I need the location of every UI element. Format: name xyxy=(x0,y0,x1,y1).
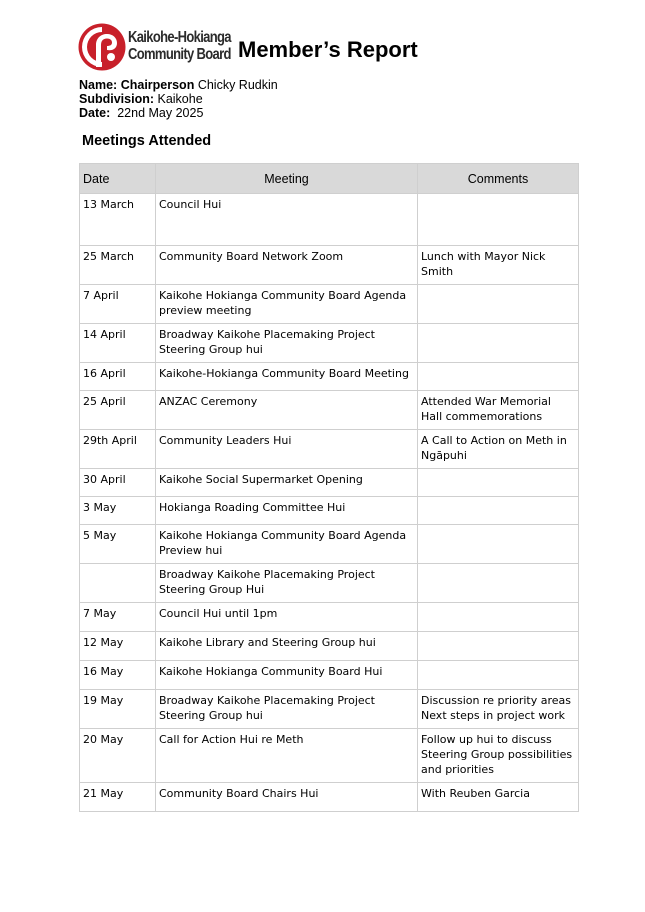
table-row xyxy=(80,783,579,812)
meetings-table-wrapper xyxy=(79,163,578,812)
cell-date: 7 May xyxy=(80,603,156,632)
table-row xyxy=(80,430,579,469)
meetings-table-body xyxy=(80,194,579,812)
date-value: 22nd May 2025 xyxy=(117,106,204,120)
table-row xyxy=(80,194,579,246)
cell-meeting: Call for Action Hui re Meth xyxy=(156,729,418,783)
cell-date: 19 May xyxy=(80,690,156,729)
cell-comments: Discussion re priority areas Next steps in project work xyxy=(418,690,579,729)
table-row xyxy=(80,285,579,324)
cell-meeting: Community Leaders Hui xyxy=(156,430,418,469)
logo-wordmark xyxy=(128,29,231,63)
cell-meeting: Broadway Kaikohe Placemaking Project Steering Group Hui xyxy=(156,564,418,603)
logo-line-2: Community Board xyxy=(128,46,231,63)
name-label: Name: xyxy=(79,78,118,92)
table-row xyxy=(80,661,579,690)
cell-date: 20 May xyxy=(80,729,156,783)
column-header-meeting: Meeting xyxy=(156,164,418,194)
page-title: Member’s Report xyxy=(238,37,418,62)
table-row xyxy=(80,497,579,525)
cell-meeting: Community Board Chairs Hui xyxy=(156,783,418,812)
name-value: Chicky Rudkin xyxy=(197,78,278,92)
cell-meeting: Kaikohe Library and Steering Group hui xyxy=(156,632,418,661)
date-line xyxy=(79,106,278,120)
table-row xyxy=(80,690,579,729)
cell-comments xyxy=(418,525,579,564)
table-row xyxy=(80,632,579,661)
cell-meeting: Broadway Kaikohe Placemaking Project Steering Group hui xyxy=(156,324,418,363)
cell-date: 29th April xyxy=(80,430,156,469)
cell-meeting: Kaikohe Hokianga Community Board Hui xyxy=(156,661,418,690)
column-header-comments: Comments xyxy=(418,164,579,194)
cell-comments xyxy=(418,324,579,363)
cell-date: 16 April xyxy=(80,363,156,391)
cell-date: 13 March xyxy=(80,194,156,246)
table-row xyxy=(80,729,579,783)
table-row xyxy=(80,469,579,497)
cell-meeting: Hokianga Roading Committee Hui xyxy=(156,497,418,525)
cell-meeting: Kaikohe Hokianga Community Board Agenda Preview hui xyxy=(156,525,418,564)
cell-meeting: Council Hui until 1pm xyxy=(156,603,418,632)
cell-date: 25 March xyxy=(80,246,156,285)
date-label: Date: xyxy=(79,106,111,120)
cell-date: 30 April xyxy=(80,469,156,497)
cell-date: 25 April xyxy=(80,391,156,430)
table-row xyxy=(80,564,579,603)
cell-comments xyxy=(418,564,579,603)
subdivision-line xyxy=(79,92,278,106)
cell-comments xyxy=(418,469,579,497)
cell-date: 14 April xyxy=(80,324,156,363)
cell-meeting: Kaikohe-Hokianga Community Board Meeting xyxy=(156,363,418,391)
table-row xyxy=(80,391,579,430)
table-row xyxy=(80,246,579,285)
table-row xyxy=(80,363,579,391)
table-header-row xyxy=(80,164,579,194)
table-row xyxy=(80,324,579,363)
section-title: Meetings Attended xyxy=(82,133,212,149)
cell-date: 16 May xyxy=(80,661,156,690)
cell-comments xyxy=(418,632,579,661)
cell-date: 3 May xyxy=(80,497,156,525)
logo-line-1: Kaikohe-Hokianga xyxy=(128,29,231,46)
report-header xyxy=(78,23,578,73)
table-row xyxy=(80,603,579,632)
cell-date xyxy=(80,564,156,603)
community-board-logo-icon xyxy=(78,23,126,71)
cell-comments xyxy=(418,661,579,690)
subdivision-label: Subdivision: xyxy=(79,92,154,106)
cell-comments xyxy=(418,603,579,632)
cell-comments: Attended War Memorial Hall commemorations xyxy=(418,391,579,430)
cell-date: 12 May xyxy=(80,632,156,661)
cell-meeting: ANZAC Ceremony xyxy=(156,391,418,430)
cell-comments xyxy=(418,194,579,246)
cell-comments xyxy=(418,497,579,525)
cell-meeting: Kaikohe Hokianga Community Board Agenda preview meeting xyxy=(156,285,418,324)
report-meta xyxy=(79,78,278,120)
cell-comments xyxy=(418,363,579,391)
cell-date: 5 May xyxy=(80,525,156,564)
cell-meeting: Council Hui xyxy=(156,194,418,246)
cell-comments: Lunch with Mayor Nick Smith xyxy=(418,246,579,285)
cell-date: 21 May xyxy=(80,783,156,812)
name-line xyxy=(79,78,278,92)
subdivision-value: Kaikohe xyxy=(157,92,203,106)
table-row xyxy=(80,525,579,564)
cell-comments: With Reuben Garcia xyxy=(418,783,579,812)
cell-meeting: Community Board Network Zoom xyxy=(156,246,418,285)
cell-comments: A Call to Action on Meth in Ngāpuhi xyxy=(418,430,579,469)
cell-meeting: Broadway Kaikohe Placemaking Project Steering Group hui xyxy=(156,690,418,729)
cell-comments xyxy=(418,285,579,324)
name-role: Chairperson xyxy=(120,78,195,92)
meetings-table xyxy=(79,163,579,812)
column-header-date: Date xyxy=(80,164,156,194)
cell-meeting: Kaikohe Social Supermarket Opening xyxy=(156,469,418,497)
cell-date: 7 April xyxy=(80,285,156,324)
cell-comments: Follow up hui to discuss Steering Group possibilities and priorities xyxy=(418,729,579,783)
